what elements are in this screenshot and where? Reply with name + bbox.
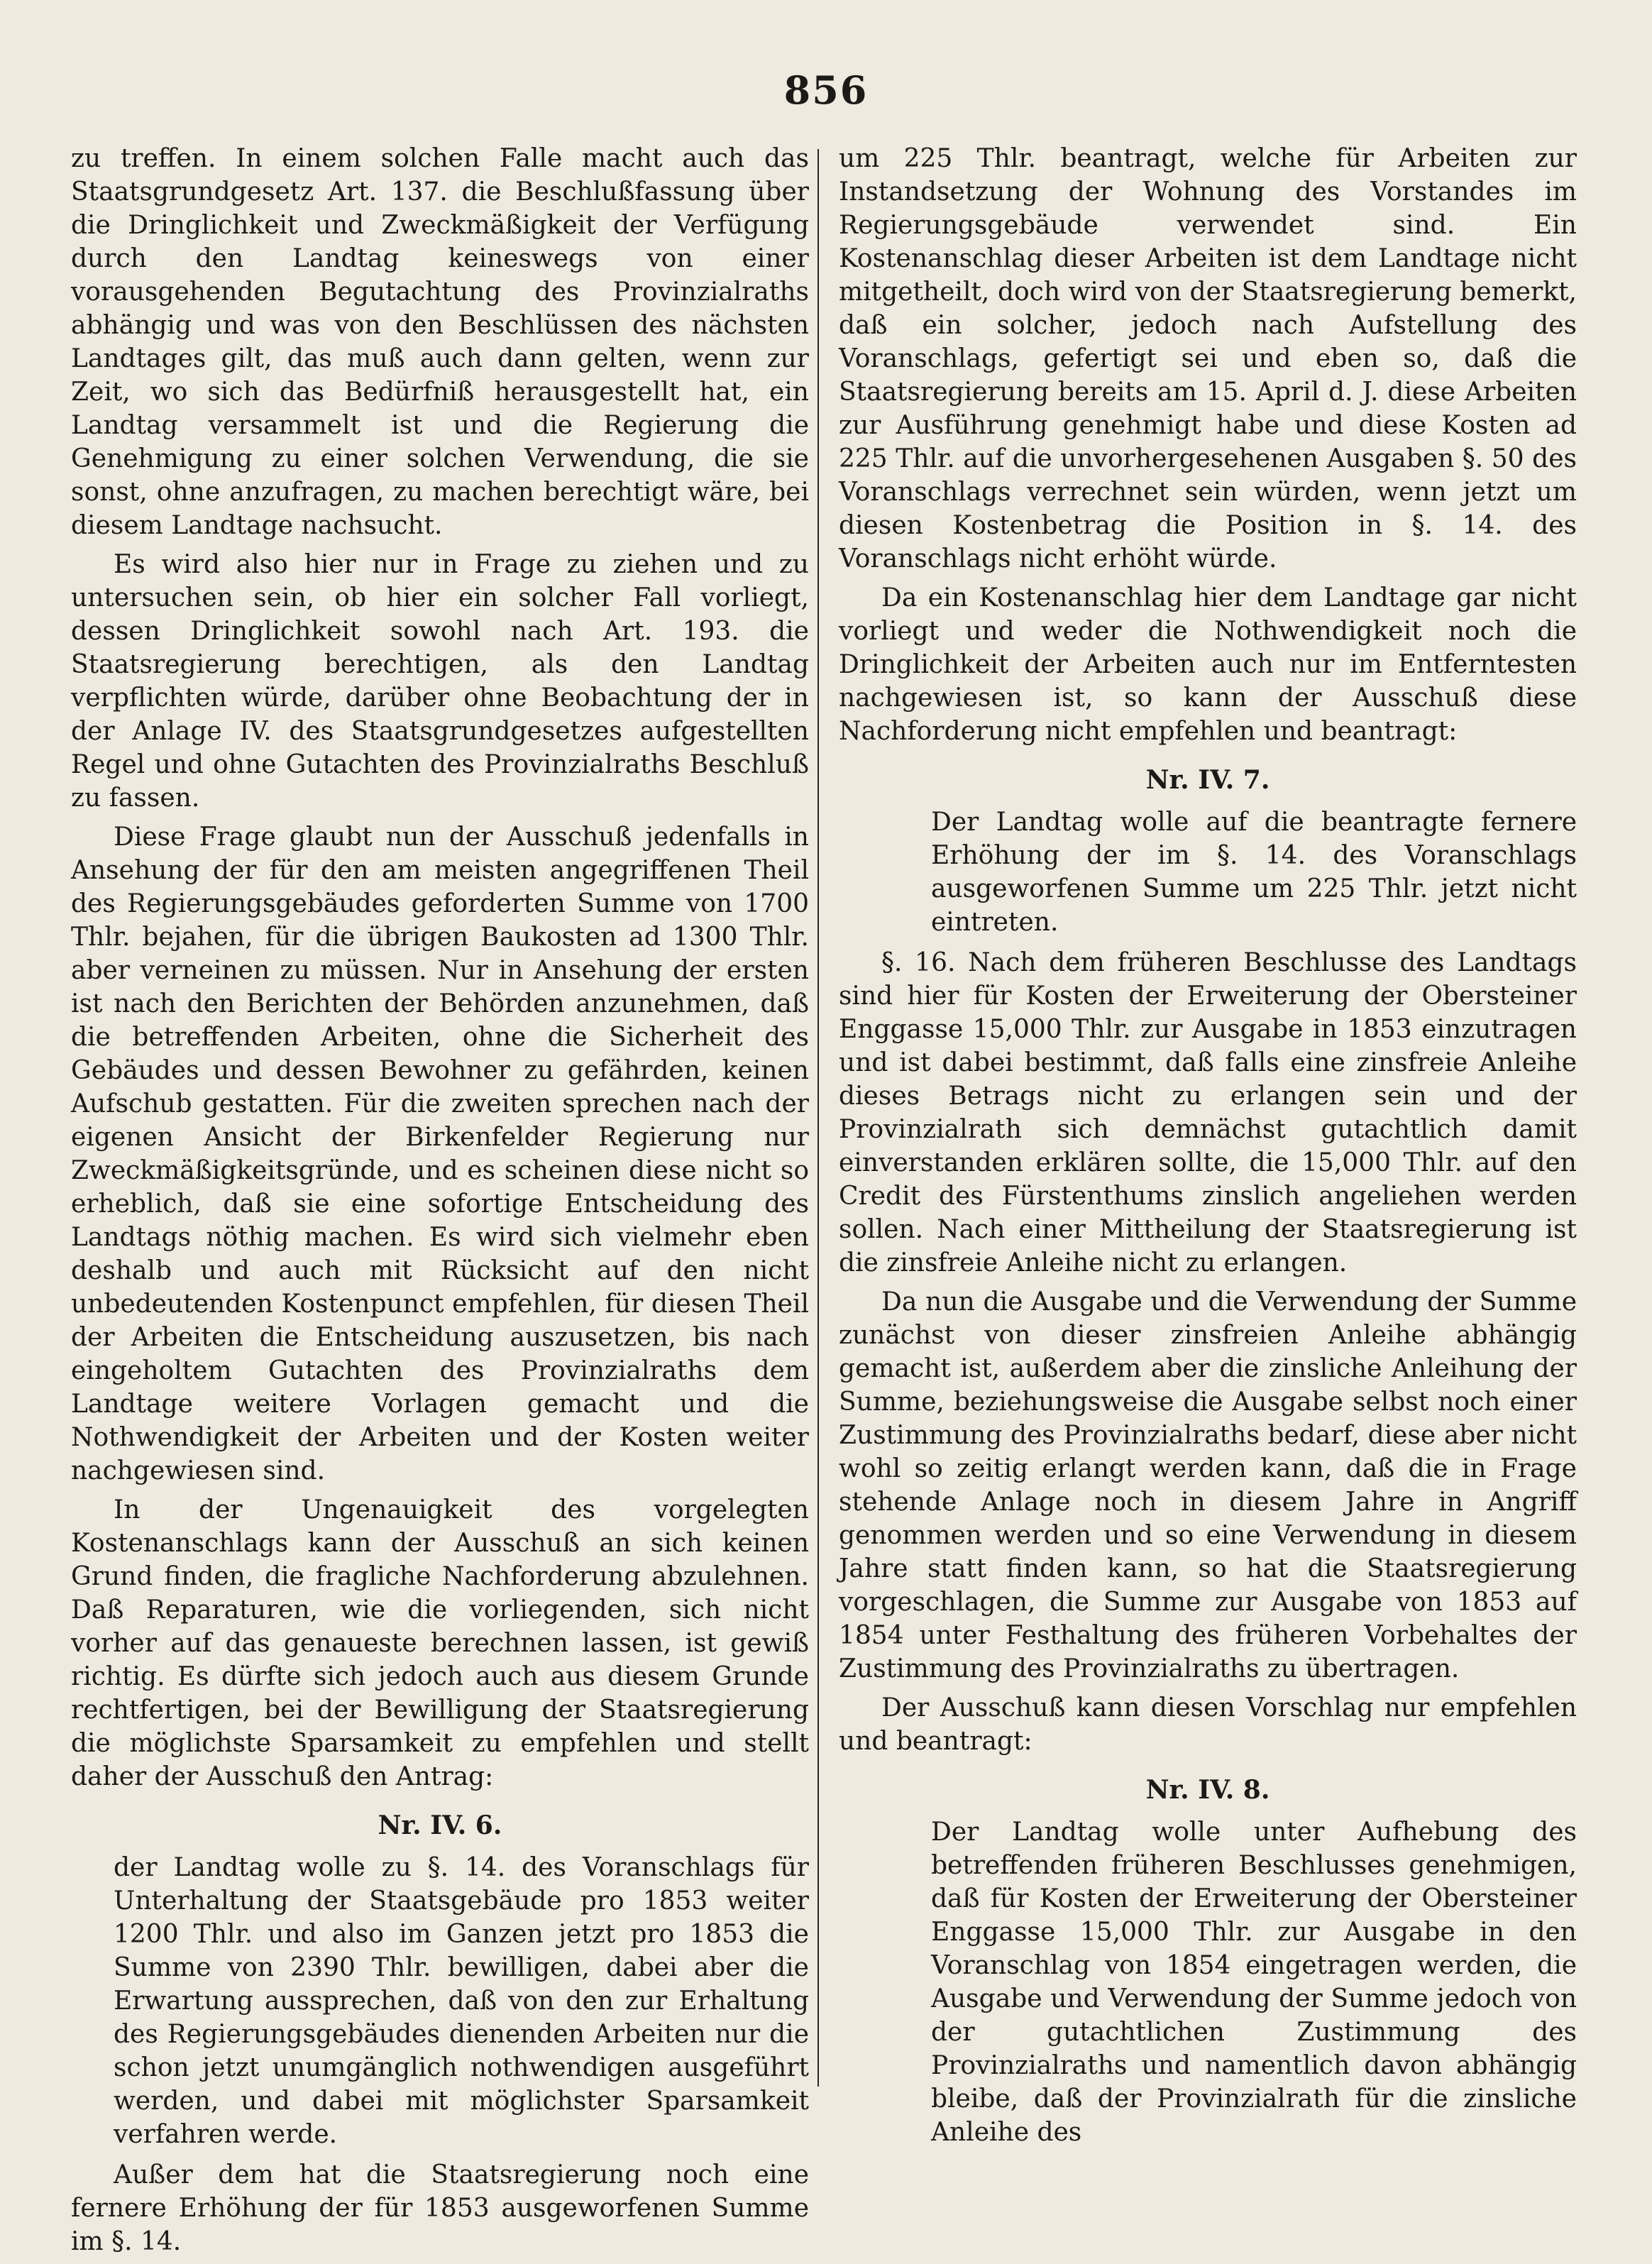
left-column bbox=[71, 142, 809, 2264]
motion-number: Nr. IV. 6. bbox=[378, 1810, 502, 1840]
paragraph: Diese Frage glaubt nun der Ausschuß jedenfalls in Ansehung der für den am meisten angegriffenen Theil des Regierungsgebäudes geforderten Summe von 1700 Thlr. bejahen, für die übrigen Baukosten ad 1300 Thlr. aber verneinen zu müssen. Nur in Ansehung der ersten ist nach den Berichten der Behörden anzunehmen, daß die betreffenden Arbeiten, ohne die Sicherheit des Gebäudes und dessen Bewohner zu gefährden, keinen Aufschub gestatten. Für die zweiten sprechen nach der eigenen Ansicht der Birkenfelder Regierung nur Zweckmäßigkeitsgründe, und es scheinen diese nicht so erheblich, daß sie eine sofortige Entscheidung des Landtags nöthig machen. Es wird sich vielmehr eben deshalb und auch mit Rücksicht auf den nicht unbedeutenden Kostenpunct empfehlen, für diesen Theil der Arbeiten die Entscheidung auszusetzen, bis nach eingeholtem Gutachten des Provinzialraths dem Landtage weitere Vorlagen gemacht und die Nothwendigkeit der Arbeiten und der Kosten weiter nachgewiesen sind. bbox=[71, 823, 809, 1485]
paragraph: Der Ausschuß kann diesen Vorschlag nur empfehlen und beantragt: bbox=[839, 1693, 1577, 1756]
paragraph: In der Ungenauigkeit des vorgelegten Kostenanschlags kann der Ausschuß an sich keinen Grund finden, die fragliche Nachforderung abzulehnen. Daß Reparaturen, wie die vorliegenden, sich nicht vorher auf das genaueste berechnen lassen, ist gewiß richtig. Es dürfte sich jedoch auch aus diesem Grunde rechtfertigen, bei der Bewilligung der Staatsregierung die möglichste Sparsamkeit zu empfehlen und stellt daher der Ausschuß den Antrag: bbox=[71, 1495, 809, 1791]
paragraph: Es wird also hier nur in Frage zu ziehen und zu untersuchen sein, ob hier ein solcher Fall vorliegt, dessen Dringlichkeit sowohl nach Art. 193. die Staatsregierung berechtigen, als den Landtag verpflichten würde, darüber ohne Beobachtung der in der Anlage IV. des Staatsgrundgesetzes aufgestellten Regel und ohne Gutachten des Provinzialraths Beschluß zu fassen. bbox=[71, 550, 809, 813]
motion-text: der Landtag wolle zu §. 14. des Voranschlags für Unterhaltung der Staatsgebäude pro 1853 weiter 1200 Thlr. und also im Ganzen jetzt pro 1853 die Summe von 2390 Thlr. bewilligen, dabei aber die Erwartung aussprechen, daß von den zur Erhaltung des Regierungsgebäudes dienenden Arbeiten nur die schon jetzt unumgänglich nothwendigen ausgeführt werden, und dabei mit möglichster Sparsamkeit verfahren werde. bbox=[114, 1853, 809, 2149]
page-number: 856 bbox=[783, 67, 869, 113]
paragraph: §. 16. Nach dem früheren Beschlusse des Landtags sind hier für Kosten der Erweiterung der Obersteiner Enggasse 15,000 Thlr. zur Ausgabe in 1853 einzutragen und ist dabei bestimmt, daß falls eine zinsfreie Anleihe dieses Betrags nicht zu erlangen sein und der Provinzialrath sich demnächst gutachtlich damit einverstanden erklären sollte, die 15,000 Thlr. auf den Credit des Fürstenthums zinslich angeliehen werden sollen. Nach einer Mittheilung der Staatsregierung ist die zinsfreie Anleihe nicht zu erlangen. bbox=[839, 948, 1577, 1277]
paragraph: Außer dem hat die Staatsregierung noch eine fernere Erhöhung der für 1853 ausgeworfenen Summe im §. 14. bbox=[71, 2160, 809, 2256]
motion-number: Nr. IV. 7. bbox=[1145, 765, 1270, 795]
paragraph: Da ein Kostenanschlag hier dem Landtage gar nicht vorliegt und weder die Nothwendigkeit noch die Dringlichkeit der Arbeiten auch nur im Entferntesten nachgewiesen ist, so kann der Ausschuß diese Nachforderung nicht empfehlen und beantragt: bbox=[839, 583, 1577, 746]
paragraph: zu treffen. In einem solchen Falle macht auch das Staatsgrundgesetz Art. 137. die Beschlußfassung über die Dringlichkeit und Zweckmäßigkeit der Verfügung durch den Landtag keineswegs von einer vorausgehenden Begutachtung des Provinzialraths abhängig und was von den Beschlüssen des nächsten Landtages gilt, das muß auch dann gelten, wenn zur Zeit, wo sich das Bedürfniß herausgestellt hat, ein Landtag versammelt ist und die Regierung die Genehmigung zu einer solchen Verwendung, die sie sonst, ohne anzufragen, zu machen berechtigt wäre, bei diesem Landtage nachsucht. bbox=[71, 144, 809, 540]
paragraph: um 225 Thlr. beantragt, welche für Arbeiten zur Instandsetzung der Wohnung des Vorstandes im Regierungsgebäude verwendet sind. Ein Kostenanschlag dieser Arbeiten ist dem Landtage nicht mitgetheilt, doch wird von der Staatsregierung bemerkt, daß ein solcher, jedoch nach Aufstellung des Voranschlags, gefertigt sei und eben so, daß die Staatsregierung bereits am 15. April d. J. diese Arbeiten zur Ausführung genehmigt habe und diese Kosten ad 225 Thlr. auf die unvorhergesehenen Ausgaben §. 50 des Voranschlags verrechnet sein würden, wenn jetzt um diesen Kostenbetrag die Position in §. 14. des Voranschlags nicht erhöht würde. bbox=[839, 144, 1577, 573]
right-column bbox=[839, 142, 1577, 2156]
motion-text: Der Landtag wolle auf die beantragte fernere Erhöhung der im §. 14. des Voranschlags ausgeworfenen Summe um 225 Thlr. jetzt nicht eintreten. bbox=[931, 808, 1577, 937]
motion-text: Der Landtag wolle unter Aufhebung des betreffenden früheren Beschlusses genehmigen, daß für Kosten der Erweiterung der Obersteiner Enggasse 15,000 Thlr. zur Ausgabe in den Voranschlag von 1854 eingetragen werden, die Ausgabe und Verwendung der Summe jedoch von der gutachtlichen Zustimmung des Provinzialraths und namentlich davon abhängig bleibe, daß der Provinzialrath für die zinsliche Anleihe des bbox=[931, 1818, 1577, 2147]
motion-number: Nr. IV. 8. bbox=[1145, 1775, 1270, 1805]
paragraph: Da nun die Ausgabe und die Verwendung der Summe zunächst von dieser zinsfreien Anleihe abhängig gemacht ist, außerdem aber die zinsliche Anleihung der Summe, beziehungsweise die Ausgabe selbst noch einer Zustimmung des Provinzialraths bedarf, diese aber nicht wohl so zeitig erlangt werden kann, daß die in Frage stehende Anlage noch in diesem Jahre in Angriff genommen werden und so eine Verwendung in diesem Jahre statt finden kann, so hat die Staatsregierung vorgeschlagen, die Summe zur Ausgabe von 1853 auf 1854 unter Festhaltung des früheren Vorbehaltes der Zustimmung des Provinzialraths zu übertragen. bbox=[839, 1287, 1577, 1683]
column-divider bbox=[817, 149, 819, 2087]
